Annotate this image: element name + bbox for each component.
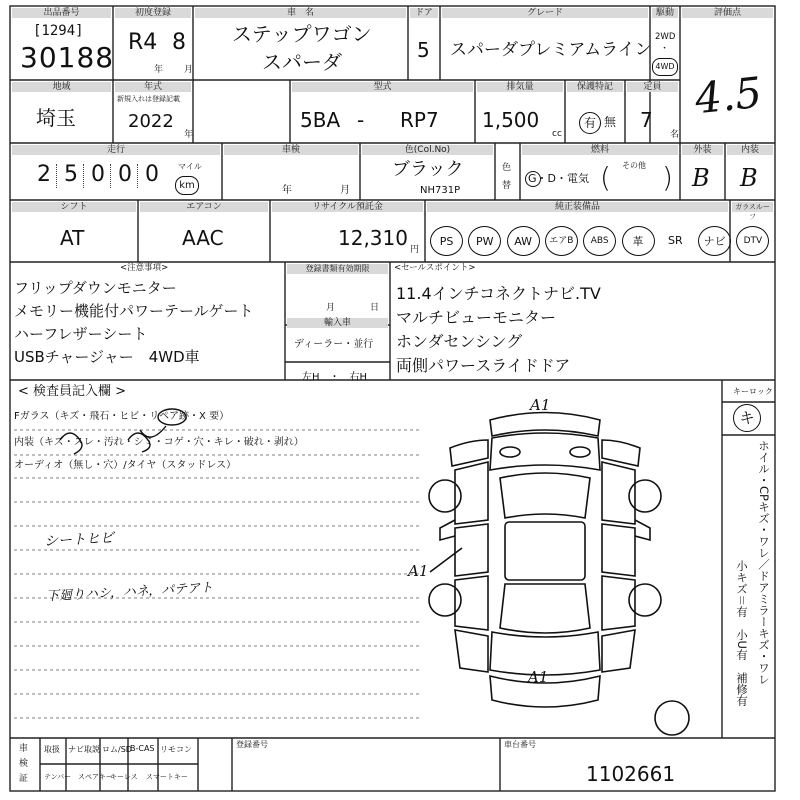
fuel-open-paren: ( — [600, 161, 611, 194]
score-label: 評価点 — [682, 8, 773, 18]
capacity-unit: 名 — [670, 130, 680, 140]
car-name-line1: ステップワゴン — [232, 22, 372, 46]
model-year-label: 年式 — [115, 82, 191, 92]
doors-label: ドア — [410, 8, 438, 18]
mileage-digit: 2 — [37, 162, 51, 187]
first-reg-era: R4 — [128, 30, 158, 55]
inspector-handwriting-2: 下廻りハシ，ハネ，パテアト — [45, 580, 214, 605]
mileage-separator — [110, 164, 111, 188]
footer-option-label: ロム/SD — [102, 745, 132, 754]
region-value: 埼玉 — [36, 106, 76, 130]
footer-option-label: リモコン — [160, 745, 192, 754]
import-type: ディーラー・並行 — [294, 339, 374, 350]
lot-number: 30188 — [20, 41, 115, 74]
doc-month: 月 — [326, 303, 336, 313]
drive-label: 駆動 — [652, 8, 678, 18]
model-year-value: 2022 — [128, 111, 174, 132]
grade-value: スパーダプレミアムライン — [450, 40, 652, 60]
doc-day: 日 — [370, 303, 380, 313]
keylock-label: キーロック — [733, 387, 773, 396]
import-label: 輸入車 — [287, 318, 388, 328]
equipment-3-circle — [545, 226, 578, 256]
km-label: km — [179, 179, 195, 191]
doc-expiry-label: 登録書類有効期限 — [287, 264, 388, 274]
fuel-options: G・D・電気 — [528, 172, 589, 185]
equipment-item: ABS — [590, 235, 609, 246]
interior-grade: B — [740, 164, 758, 192]
footer-option-label: キーレス — [110, 773, 138, 781]
equipment-label: 純正装備品 — [427, 202, 728, 212]
sales-label: <セールスポイント> — [394, 263, 476, 273]
color-value: ブラック — [392, 159, 464, 180]
equipment-item: DTV — [743, 235, 763, 246]
cc-label: 排気量 — [477, 82, 563, 92]
type-dash: - — [357, 108, 365, 132]
mileage-digit: 0 — [145, 162, 159, 187]
shaken-label: 車検 — [224, 145, 358, 155]
inspector-title: < 検査員記入欄 > — [18, 384, 127, 399]
mileage-digit: 5 — [64, 162, 78, 187]
car-name-line2: スパーダ — [262, 50, 342, 74]
caution-line: USBチャージャー 4WD車 — [14, 348, 200, 366]
mileage-separator — [56, 164, 57, 188]
side-text-minor: 小キズ＝有 小U有 補修有 — [735, 560, 749, 707]
mileage-digit: 0 — [91, 162, 105, 187]
damage-mark: A1 — [530, 396, 551, 414]
sales-point: 両側パワースライドドア — [396, 356, 571, 375]
color-label: 色(Col.No) — [362, 145, 493, 155]
equipment-item: PW — [476, 234, 494, 248]
footer-side-label: 検 — [19, 759, 29, 769]
frame-number-label: 車台番号 — [504, 740, 536, 749]
shift-label: シフト — [12, 202, 136, 212]
equipment-extra-label: ガラスルーフ — [732, 202, 773, 212]
drive-4wd-circle — [652, 58, 678, 76]
caution-label: <注意事項> — [120, 263, 169, 273]
equipment-4-circle — [583, 226, 616, 256]
inspect-yes-circle — [579, 112, 601, 134]
shaken-month: 月 — [340, 185, 350, 196]
fuel-other: その他 — [622, 161, 646, 170]
equipment-item: ナビ — [703, 234, 726, 248]
ac-value: AAC — [182, 226, 224, 250]
cc-value: 1,500 — [482, 108, 540, 132]
exterior-grade: B — [692, 164, 710, 192]
equipment-5-circle — [622, 226, 655, 256]
drive-4wd: 4WD — [655, 62, 675, 71]
equipment-7-circle — [698, 226, 731, 256]
footer-option-label: B-CAS — [130, 744, 155, 753]
equipment-item: 革 — [632, 234, 644, 248]
color-code: NH731P — [420, 185, 461, 196]
fuel-close-paren: ) — [662, 161, 673, 194]
equipment-item: SR — [667, 234, 683, 247]
equipment-2-circle — [507, 226, 540, 256]
inspector-handwriting-1: シートヒビ — [43, 530, 115, 550]
lot-bracket: [1294] — [33, 23, 84, 39]
inspector-line-glass: Fガラス（キズ・飛石・ヒビ・リペア跡・X 要） — [14, 411, 230, 422]
fuel-label: 燃料 — [522, 145, 678, 155]
sales-point: 11.4インチコネクトナビ.TV — [396, 284, 601, 303]
type-code: RP7 — [400, 108, 439, 132]
capacity-value: 7 — [640, 108, 653, 132]
equipment-1-circle — [468, 226, 501, 256]
footer-option-label: スペアキー — [78, 773, 113, 781]
sales-point: ホンダセンシング — [396, 332, 523, 351]
capacity-label: 定員 — [627, 82, 678, 92]
equipment-item: エアB — [549, 235, 574, 246]
inspector-line-interior: 内装（キズ・スレ・汚れ・シミ・コゲ・穴・キレ・破れ・剥れ） — [14, 437, 304, 448]
mileage-digit: 0 — [118, 162, 132, 187]
drive-2wd: 2WD — [655, 32, 676, 42]
drive-dot: ・ — [660, 44, 670, 54]
inspect-yes: 有 — [583, 116, 596, 130]
model-year-note: 新規入れは登録記載 — [117, 95, 180, 103]
sales-point: マルチビューモニター — [396, 308, 557, 327]
type-label: 型式 — [292, 82, 473, 92]
mileage-label: 走行 — [12, 145, 220, 155]
side-text-damage: ホイル・CPキズ・ワレ／ドアミラーキズ・ワレ — [757, 440, 771, 685]
equipment-0-circle — [430, 226, 463, 256]
km-circle — [175, 176, 199, 195]
model-year-unit: 年 — [184, 130, 194, 140]
equipment-8-circle — [736, 226, 769, 256]
first-reg-month: 8 — [172, 30, 186, 55]
month-unit: 月 — [184, 65, 194, 75]
equipment-item: AW — [514, 234, 532, 248]
handle-type: 左H ・ 右H — [302, 372, 368, 383]
exterior-label: 外装 — [682, 145, 723, 155]
color-change-1: 色 — [502, 163, 512, 173]
region-label: 地域 — [12, 82, 111, 92]
footer-side-label: 車 — [19, 744, 29, 754]
first-reg-label: 初度登録 — [115, 8, 191, 18]
cc-unit: cc — [552, 129, 562, 139]
footer-option-label: スマートキー — [146, 773, 188, 781]
shift-value: AT — [60, 226, 85, 250]
frame-number: 1102661 — [586, 762, 676, 786]
equipment-item: PS — [439, 234, 454, 248]
keylock-mark: キ — [739, 408, 755, 427]
footer-side-label: 証 — [19, 774, 29, 784]
mileage-separator — [137, 164, 138, 188]
caution-line: ハーフレザーシート — [14, 325, 148, 343]
score-handwritten: 4.5 — [692, 67, 765, 124]
doors-value: 5 — [417, 38, 430, 62]
mile-label: マイル — [178, 162, 202, 171]
inspect-no: 無 — [604, 115, 617, 129]
shaken-year: 年 — [282, 185, 292, 196]
footer-option-label: テンパー — [44, 773, 72, 781]
lot-label: 出品番号 — [12, 8, 111, 18]
reg-number-label: 登録番号 — [236, 740, 268, 749]
mileage-separator — [83, 164, 84, 188]
year-unit: 年 — [154, 65, 164, 75]
keylock-circle — [733, 404, 761, 432]
grade-label: グレード — [442, 8, 648, 18]
footer-option-label: ナビ取説 — [68, 745, 100, 754]
footer-option-label: 取扱 — [44, 745, 60, 754]
caution-line: フリップダウンモニター — [14, 279, 177, 297]
car-name-label: 車 名 — [195, 8, 406, 18]
inspector-line-audio: オーディオ（無し・穴）/タイヤ（スタッドレス） — [14, 460, 237, 471]
type-prefix: 5BA — [300, 108, 341, 132]
equipment-row — [428, 226, 773, 256]
damage-mark: A1 — [408, 562, 429, 580]
damage-mark: A1 — [528, 668, 549, 686]
ac-label: エアコン — [140, 202, 268, 212]
recycle-unit: 円 — [410, 245, 420, 255]
interior-label: 内装 — [727, 145, 773, 155]
recycle-label: リサイクル預託金 — [272, 202, 423, 212]
recycle-value: 12,310 — [338, 226, 408, 250]
color-change-2: 替 — [502, 181, 512, 191]
inspection-label: 保護特記 — [567, 82, 623, 92]
caution-line: メモリー機能付パワーテールゲート — [14, 302, 254, 320]
